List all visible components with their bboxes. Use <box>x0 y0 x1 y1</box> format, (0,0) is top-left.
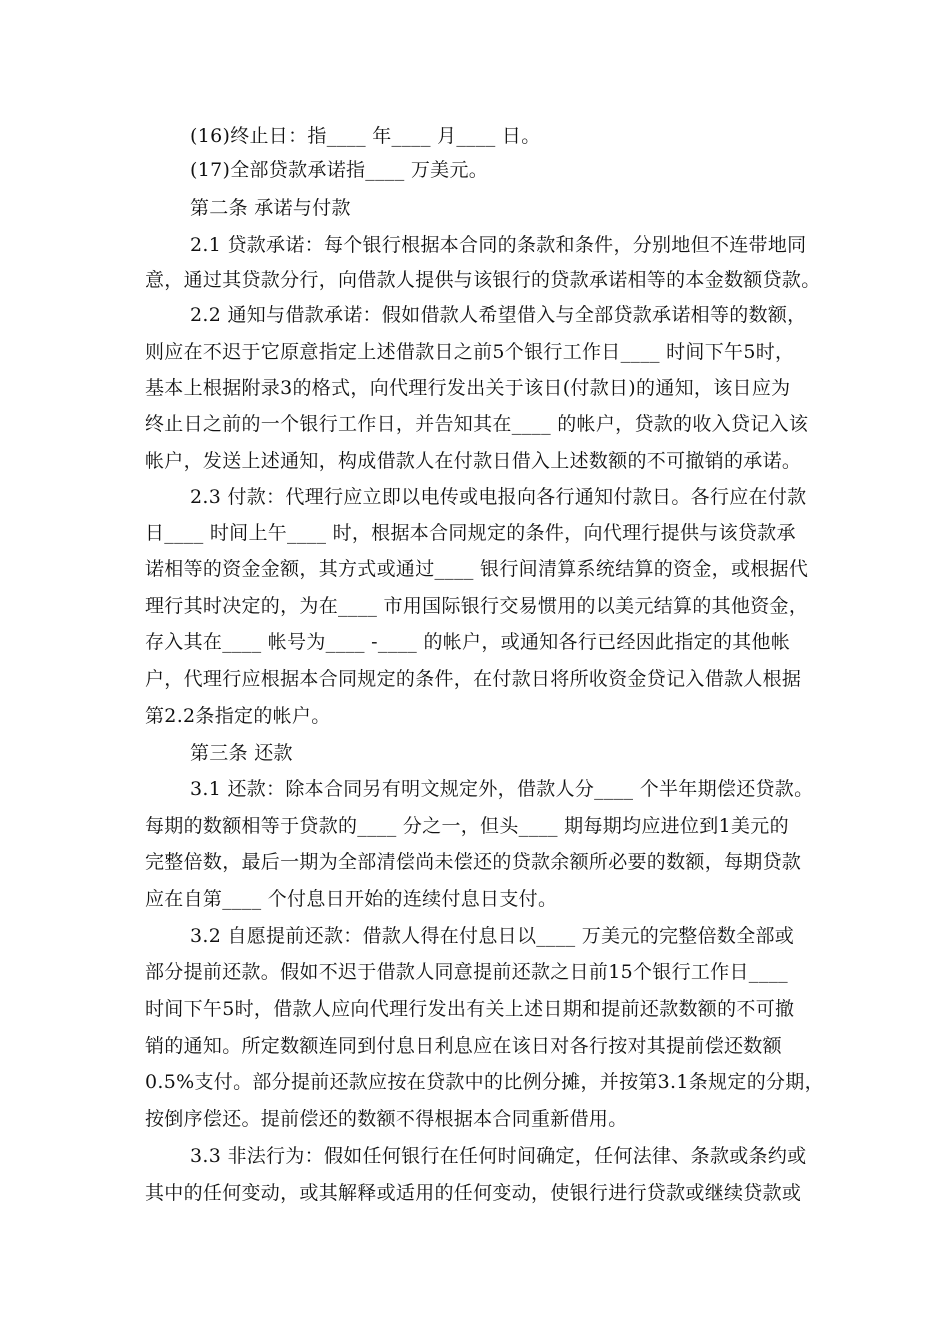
clause-2-2-line-5: 帐户，发送上述通知，构成借款人在付款日借入上述数额的不可撤销的承诺。 <box>145 450 802 472</box>
article-2-heading: 第二条 承诺与付款 <box>190 197 351 219</box>
clause-3-2-line-6: 按倒序偿还。提前偿还的数额不得根据本合同重新借用。 <box>145 1108 628 1130</box>
clause-3-2-line-4: 销的通知。所定数额连同到付息日利息应在该日对各行按对其提前偿还数额 <box>145 1035 782 1057</box>
clause-2-2-line-2: 则应在不迟于它原意指定上述借款日之前5个银行工作日____ 时间下午5时， <box>145 341 795 363</box>
clause-3-1-line-4: 应在自第____ 个付息日开始的连续付息日支付。 <box>145 888 558 910</box>
clause-3-1-line-3: 完整倍数，最后一期为全部清偿尚未偿还的贷款余额所必要的数额，每期贷款 <box>145 851 802 873</box>
clause-17-total-commitment: (17)全部贷款承诺指____ 万美元。 <box>190 159 489 181</box>
clause-3-3-line-2: 其中的任何变动，或其解释或适用的任何变动，使银行进行贷款或继续贷款或 <box>145 1182 802 1204</box>
clause-2-3-line-1: 2.3 付款：代理行应立即以电传或电报向各行通知付款日。各行应在付款 <box>190 486 807 508</box>
clause-2-3-line-6: 户，代理行应根据本合同规定的条件，在付款日将所收资金贷记入借款人根据 <box>145 668 802 690</box>
clause-2-3-line-5: 存入其在____ 帐号为____ -____ 的帐户，或通知各行已经因此指定的其他帐 <box>145 631 791 653</box>
clause-3-3-line-1: 3.3 非法行为：假如任何银行在任何时间确定，任何法律、条款或条约或 <box>190 1145 807 1167</box>
clause-2-2-line-3: 基本上根据附录3的格式，向代理行发出关于该日(付款日)的通知，该日应为 <box>145 377 791 399</box>
clause-2-3-line-2: 日____ 时间上午____ 时，根据本合同规定的条件，向代理行提供与该贷款承 <box>145 522 796 544</box>
article-3-heading: 第三条 还款 <box>190 742 293 764</box>
clause-2-1-line-1: 2.1 贷款承诺：每个银行根据本合同的条款和条件，分别地但不连带地同 <box>190 234 807 256</box>
clause-3-2-line-1: 3.2 自愿提前还款：借款人得在付息日以____ 万美元的完整倍数全部或 <box>190 925 795 947</box>
clause-3-1-line-2: 每期的数额相等于贷款的____ 分之一，但头____ 期每期均应进位到1美元的 <box>145 815 789 837</box>
clause-2-3-line-7: 第2.2条指定的帐户。 <box>145 705 331 727</box>
clause-3-2-line-2: 部分提前还款。假如不迟于借款人同意提前还款之日前15个银行工作日____ <box>145 961 788 983</box>
clause-16-termination-date: (16)终止日：指____ 年____ 月____ 日。 <box>190 125 541 147</box>
clause-2-1-line-2: 意，通过其贷款分行，向借款人提供与该银行的贷款承诺相等的本金数额贷款。 <box>145 269 821 291</box>
clause-2-2-line-4: 终止日之前的一个银行工作日，并告知其在____ 的帐户，贷款的收入贷记入该 <box>145 413 809 435</box>
clause-2-3-line-3: 诺相等的资金金额，其方式或通过____ 银行间清算系统结算的资金，或根据代 <box>145 558 809 580</box>
clause-3-2-line-5: 0.5%支付。部分提前还款应按在贷款中的比例分摊，并按第3.1条规定的分期， <box>145 1071 824 1093</box>
clause-2-3-line-4: 理行其时决定的，为在____ 市用国际银行交易惯用的以美元结算的其他资金， <box>145 595 809 617</box>
clause-3-2-line-3: 时间下午5时，借款人应向代理行发出有关上述日期和提前还款数额的不可撤 <box>145 998 795 1020</box>
clause-2-2-line-1: 2.2 通知与借款承诺：假如借款人希望借入与全部贷款承诺相等的数额， <box>190 304 807 326</box>
clause-3-1-line-1: 3.1 还款：除本合同另有明文规定外，借款人分____ 个半年期偿还贷款。 <box>190 778 814 800</box>
